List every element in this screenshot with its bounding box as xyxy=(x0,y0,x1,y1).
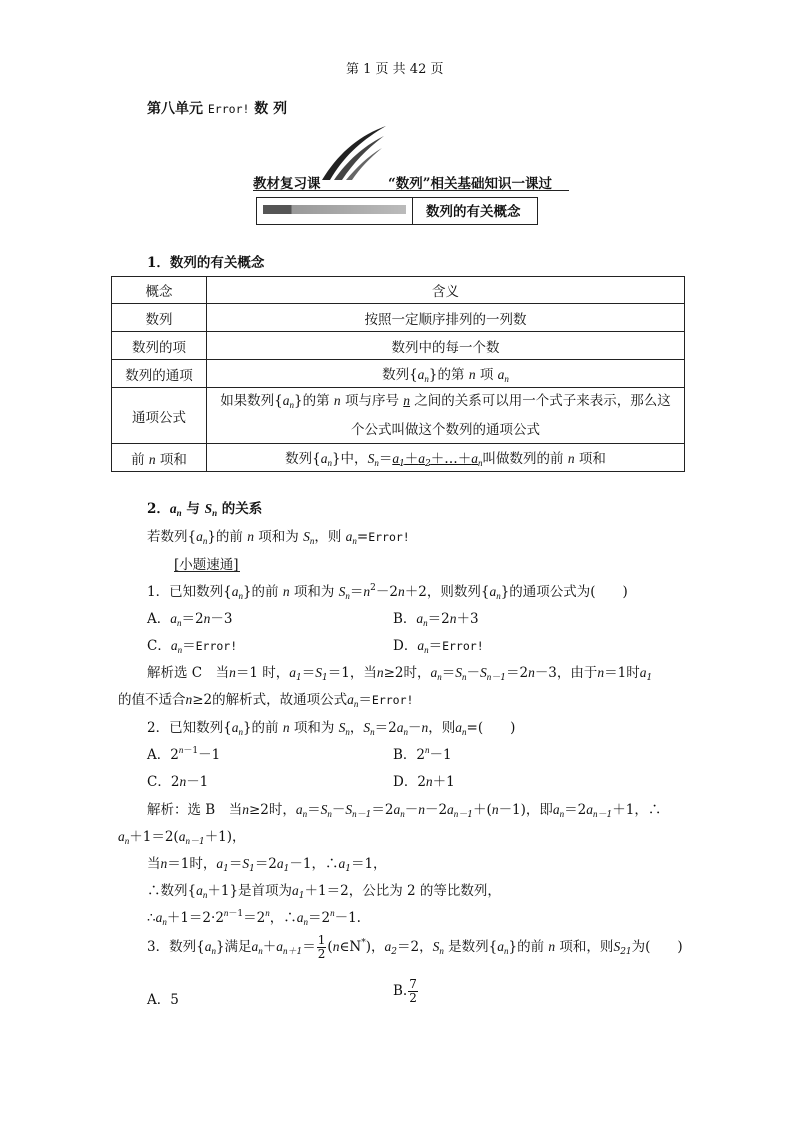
table-cell-term: 通项公式 xyxy=(112,388,207,444)
q3-option-b: B. $\frac{7}{2}$ xyxy=(393,977,417,1005)
q1-solution-line1: 解析选 C 当n＝1 时，$a_1=S_1=1$，当n≥2时，$a_n=S_n-S_{n-1}=2n-3$，由于n＝1时$a_1$ xyxy=(147,665,653,683)
q1-option-c: C．$a_n=Error$! xyxy=(147,638,238,655)
q3-stem: 3．数列$\{a_n\}$满足$a_n+a_{n+1}=$ $\frac{1}{2}$ (n∈N*)，$a_2=2$，$S_n$ 是数列$\{a_n\}$的前 n 项和，则$S_{21}$为( ) xyxy=(147,933,683,961)
unit-title xyxy=(147,98,287,118)
q1-option-b: B．$a_n=2n+3$ xyxy=(393,611,479,628)
q2-option-b: B．$2^n-1$ xyxy=(393,745,452,763)
quick-practice-label: [小题速通] xyxy=(174,557,239,573)
q2-solution-line5: $\therefore a_n+1=2\cdot 2^{n-1}=2^n$，$\therefore a_n=2^n-1$. xyxy=(147,908,361,927)
concept-box-label: 数列的有关概念 xyxy=(426,204,521,220)
q2-solution-line2: $a_n+1=2(a_{n-1}+1)$， xyxy=(118,829,246,847)
q2-solution-line1: 解析：选 B 当n≥2时，$a_n=S_n-S_{n-1}=2a_n-n-2a_{n-1}+(n-1)$，即$a_n=2a_{n-1}+1$，∴ xyxy=(147,802,662,820)
q2-option-c: C．2n－1 xyxy=(147,774,209,790)
banner-underline xyxy=(253,190,569,191)
page-counter: 第 1 页 共 42 页 xyxy=(346,62,444,77)
section1-heading: 1．数列的有关概念 xyxy=(147,255,265,271)
fraction-seven-halves: $\frac{7}{2}$ xyxy=(409,977,417,1005)
q2-stem: 2．已知数列$\{a_n\}$的前 n 项和为 $S_n$，$S_n=2a_n-n$，则$a_n=$( ) xyxy=(147,720,516,737)
section2-relation: 若数列$\{a_n\}$的前 n 项和为 $S_n$，则 $a_n=Error$! xyxy=(147,529,410,546)
table-cell-term: 数列的通项 xyxy=(112,360,207,388)
quick-label-underline xyxy=(174,571,240,572)
table-cell-term: 数列 xyxy=(112,304,207,332)
unit-name: 数 列 xyxy=(254,101,288,117)
q2-option-a: A．$2^{n-1}-1$ xyxy=(147,745,221,763)
banner-left: 教材复习课 xyxy=(253,176,321,192)
banner-right: “数列”相关基础知识一课过 xyxy=(388,176,553,192)
table-cell-meaning: 数列中的每一个数 xyxy=(207,332,685,360)
table-cell-term: 数列的项 xyxy=(112,332,207,360)
table-cell-term: 前 n 项和 xyxy=(112,444,207,472)
q1-option-d: D．$a_n=Error$! xyxy=(393,638,484,655)
concept-table xyxy=(111,276,685,472)
concept-box-divider xyxy=(412,197,413,225)
table-row xyxy=(112,332,685,360)
table-row xyxy=(112,304,685,332)
q3-option-a: A．5 xyxy=(147,992,179,1008)
unit-prefix: 第八单元 xyxy=(147,101,203,117)
error-text: Error! xyxy=(207,102,250,116)
q1-option-a: A．$a_n=2n-3$ xyxy=(147,611,233,628)
q2-option-d: D．2n＋1 xyxy=(393,774,455,790)
q1-solution-line2: 的值不适合n≥2的解析式，故通项公式$a_n=Error$! xyxy=(118,692,414,709)
table-cell-meaning: 按照一定顺序排列的一列数 xyxy=(207,304,685,332)
table-row xyxy=(112,360,685,388)
table-header-concept: 概念 xyxy=(112,277,207,304)
q2-solution-line3: 当n＝1时，$a_1=S_1=2a_1-1$，$\therefore a_1=1$， xyxy=(147,856,387,874)
section-tag-bar xyxy=(263,205,406,214)
table-row xyxy=(112,388,685,444)
table-header-meaning: 含义 xyxy=(207,277,685,304)
table-cell-meaning: 如果数列$\{a_n\}$的第 n 项与序号 n 之间的关系可以用一个式子来表示，那么这 个公式叫做这个数列的通项公式 xyxy=(207,388,685,444)
q1-stem: 1．已知数列$\{a_n\}$的前 n 项和为 $S_n=n^2-2n+2$，则数列$\{a_n\}$的通项公式为( ) xyxy=(147,583,628,601)
fraction-half: $\frac{1}{2}$ xyxy=(317,933,326,961)
table-cell-meaning: 数列$\{a_n\}$的第 n 项 $a_n$ xyxy=(207,360,685,388)
section2-heading: 2．$a_n$ 与 $S_n$ 的关系 xyxy=(147,501,263,518)
table-cell-meaning: 数列$\{a_n\}$中，$S_n=a_1+a_2+\dots+a_n$叫做数列的前 n 项和 xyxy=(207,444,685,472)
swoosh-graphic xyxy=(318,124,390,182)
q2-solution-line4: ∴数列$\{a_n+1\}$是首项为$a_1+1=2$，公比为 2 的等比数列， xyxy=(147,883,501,901)
table-row xyxy=(112,444,685,472)
